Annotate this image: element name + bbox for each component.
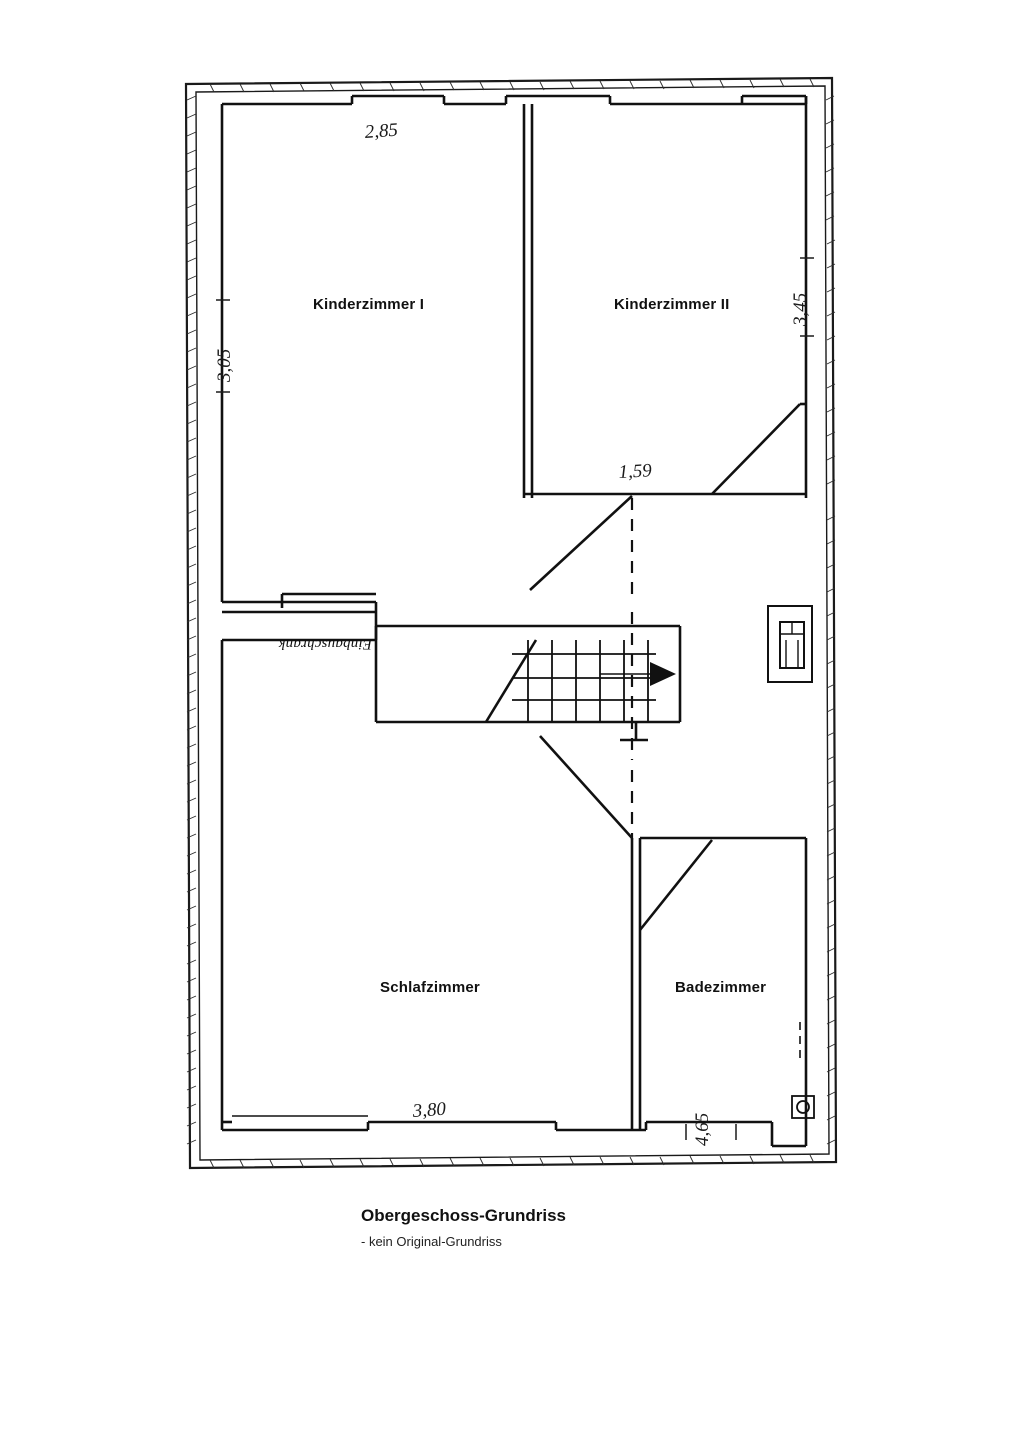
- annotation-einbauschrank: Einbauschrank: [278, 636, 372, 652]
- room-label-kinderzimmer-2: Kinderzimmer II: [614, 296, 730, 313]
- dimension-top-left: 2,85: [364, 119, 399, 143]
- dimension-bottom-right: 4,65: [692, 1112, 713, 1146]
- chimney-shaft: [768, 606, 812, 682]
- dimension-middle-door: 1,59: [618, 460, 653, 483]
- room-label-schlafzimmer: Schlafzimmer: [380, 979, 480, 996]
- caption-title: Obergeschoss-Grundriss: [361, 1206, 567, 1225]
- room-label-kinderzimmer-1: Kinderzimmer I: [313, 296, 425, 313]
- caption-subtitle: - kein Original-Grundriss: [361, 1234, 502, 1249]
- dimension-ticks: [216, 258, 814, 1140]
- dimension-right-upper: 3,45: [790, 292, 811, 326]
- outer-wall-group: [186, 78, 836, 1168]
- wc-fixture: [792, 1096, 814, 1118]
- dimension-bottom-left: 3,80: [412, 1098, 447, 1122]
- room-label-badezimmer: Badezimmer: [675, 979, 767, 996]
- dimension-left-upper: 3,05: [214, 348, 235, 382]
